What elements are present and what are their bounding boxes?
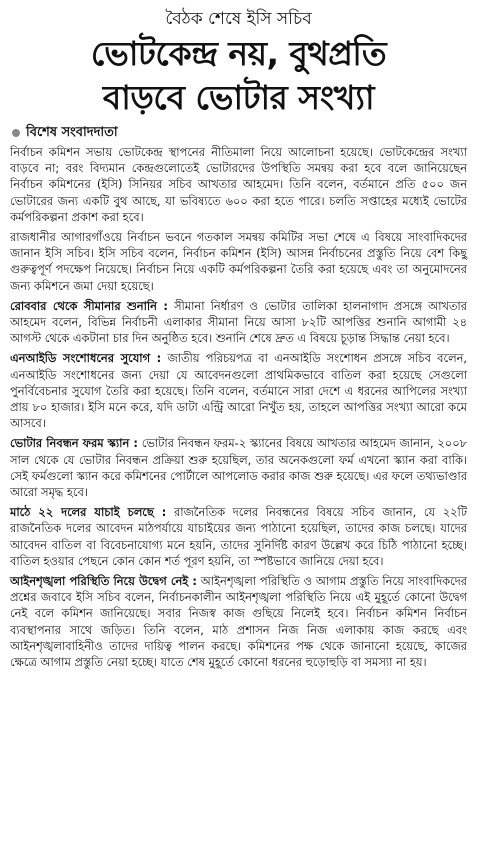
paragraph-text: ভোটার নিবন্ধন ফরম-২ স্ক্যানের বিষয়ে আখতার আহমেদ জানান, ২০০৮ সাল থেকে যে ভোটার নিবন্ধন প্রক্রিয়া শুরু হয়েছিল, তার অনেকগুলো ফর্ম এখনো স্ক্যান করা বাকি। সেই ফর্মগুলো স্ক্যান করে কমিশনের পোর্টালে আপলোড করার কাজ শুরু হয়েছে। এর ফলে তথ্যভাণ্ডার আরো সমৃদ্ধ হবে।: [10, 436, 467, 500]
paragraph-text: জাতীয় পরিচয়পত্র বা এনআইডি সংশোধন প্রসঙ্গে সচিব বলেন, এনআইডি সংশোধনের জন্য দেয়া যে আবেদনগুলো প্রাথমিকভাবে বাতিল করা হয়েছে সেগুলো পুনর্বিবেচনার সুযোগ তৈরি করা হয়েছে। তিনি বলেন, বর্তমানে সারা দেশে এ ধরনের আপিলের সংখ্যা প্রায় ৮০ হাজার। ইসি মনে করে, যদি ডাটা এন্ট্রি আরো নিখুঁত হয়, তাহলে আপত্তির সংখ্যা আরো কমে আসবে।: [10, 351, 467, 431]
paragraph-lead: আইনশৃঙ্খলা পরিস্থিতি নিয়ে উদ্বেগ নেই :: [10, 574, 197, 589]
paragraph-3: [10, 298, 467, 347]
byline-text: বিশেষ সংবাদদাতা: [26, 125, 118, 140]
paragraph-lead: এনআইডি সংশোধনের সুযোগ :: [10, 351, 162, 366]
paragraph-lead: ভোটার নিবন্ধন ফরম স্ক্যান :: [10, 436, 138, 451]
paragraph-text: রাজনৈতিক দলের নিবন্ধনের বিষয়ে সচিব জানান, যে ২২টি রাজনৈতিক দলের আবেদন মাঠপর্যায়ে যাচাইয়ের জন্য পাঠানো হয়েছিল, তাদের কাজ চলছে। যাদের আবেদন বাতিল বা বিবেচনাযোগ্য মনে হয়নি, তাদের সুনির্দিষ্ট কারণ উল্লেখ করে চিঠি পাঠানো হচ্ছে। বাতিল হওয়ার পেছনে কোন কোন শর্ত পূরণ হয়নি, তা স্পষ্টভাবে জানিয়ে দেয়া হবে।: [10, 505, 468, 568]
article-kicker: বৈঠক শেষে ইসি সচিব: [165, 9, 312, 29]
headline-line-1: ভোটকেন্দ্র নয়, বুথপ্রতি: [90, 34, 387, 73]
paragraph-6: [10, 504, 467, 569]
paragraph-text: সীমানা নির্ধারণ ও ভোটার তালিকা হালনাগাদ প্রসঙ্গে আখতার আহমেদ বলেন, বিভিন্ন নির্বাচনী এলাকার সীমানা নিয়ে আসা ৮২টি আপত্তির শুনানি আগামী ২৪ আগস্ট থেকে একটানা চার দিন অনুষ্ঠিত হবে। শুনানি শেষে দ্রুত এ বিষয়ে চূড়ান্ত সিদ্ধান্ত নেয়া হবে।: [10, 298, 467, 346]
bullet-icon: [12, 129, 20, 137]
paragraph-text: আইনশৃঙ্খলা পরিস্থিতি ও আগাম প্রস্তুতি নিয়ে সাংবাদিকদের প্রশ্নের জবাবে ইসি সচিব বলেন, নির্বাচনকালীন আইনশৃঙ্খলা পরিস্থিতি নিয়ে এই মুহূর্তে কোনো উদ্বেগ নেই বলে কমিশন জানিয়েছে। সবার নিজস্ব কাজ গুছিয়ে নিলেই হবে। নির্বাচন কমিশন নির্বাচন ব্যবস্থাপনার সাথে জড়িত। তিনি বলেন, মাঠ প্রশাসন নিজ নিজ এলাকায় কাজ করছে এবং আইনশৃঙ্খলাবাহিনীও তাদের দায়িত্ব পালন করছে। কমিশনের পক্ষ থেকে জানানো হয়েছে, কাজের ক্ষেত্রে আগাম প্রস্তুতি নেয়া হচ্ছে। যাতে শেষ মুহূর্তে কোনো ধরনের হুড়োহুড়ি বা সমস্যা না হয়।: [10, 574, 467, 670]
headline-line-2: বাড়বে ভোটার সংখ্যা: [102, 78, 375, 117]
paragraph-2: [10, 229, 467, 294]
paragraph-text: নির্বাচন কমিশন সভায় ভোটকেন্দ্র স্থাপনের নীতিমালা নিয়ে আলোচনা হয়েছে। ভোটকেন্দ্রের সংখ্যা বাড়বে না; বরং বিদ্যমান কেন্দ্রগুলোতেই ভোটারদের উপস্থিতি সমন্বয় করা হবে বলে জানিয়েছেন নির্বাচন কমিশনের (ইসি) সিনিয়র সচিব আখতার আহমেদ। তিনি বলেন, বর্তমানে প্রতি ৫০০ জন ভোটারের জন্য একটি বুথ আছে, যা ভবিষ্যতে ৬০০ করা হতে পারে। চলতি সপ্তাহের মধ্যেই ভোটের কর্মপরিকল্পনা প্রকাশ করা হবে।: [10, 145, 467, 224]
article-headline: [10, 32, 467, 120]
paragraph-text: রাজধানীর আগারগাঁওয়ে নির্বাচন ভবনে গতকাল সমন্বয় কমিটির সভা শেষে এ বিষয়ে সাংবাদিকদের জানান ইসি সচিব। ইসি সচিব বলেন, নির্বাচন কমিশন (ইসি) আসন্ন নির্বাচনের প্রস্তুতি নিয়ে বেশ কিছু গুরুত্বপূর্ণ পদক্ষেপ নিয়েছে। নির্বাচন নিয়ে একটি কর্মপরিকল্পনা তৈরি করা হয়েছে এবং তা অনুমোদনের জন্য কমিশনে জমা দেয়া হয়েছে।: [10, 230, 467, 293]
paragraph-4: [10, 350, 467, 431]
byline: [12, 124, 467, 142]
paragraph-5: [10, 435, 467, 500]
paragraph-1: [10, 144, 467, 225]
paragraph-lead: মাঠে ২২ দলের যাচাই চলছে :: [10, 505, 167, 520]
paragraph-7: [10, 573, 467, 670]
paragraph-lead: রোববার থেকে সীমানার শুনানি :: [10, 298, 168, 313]
